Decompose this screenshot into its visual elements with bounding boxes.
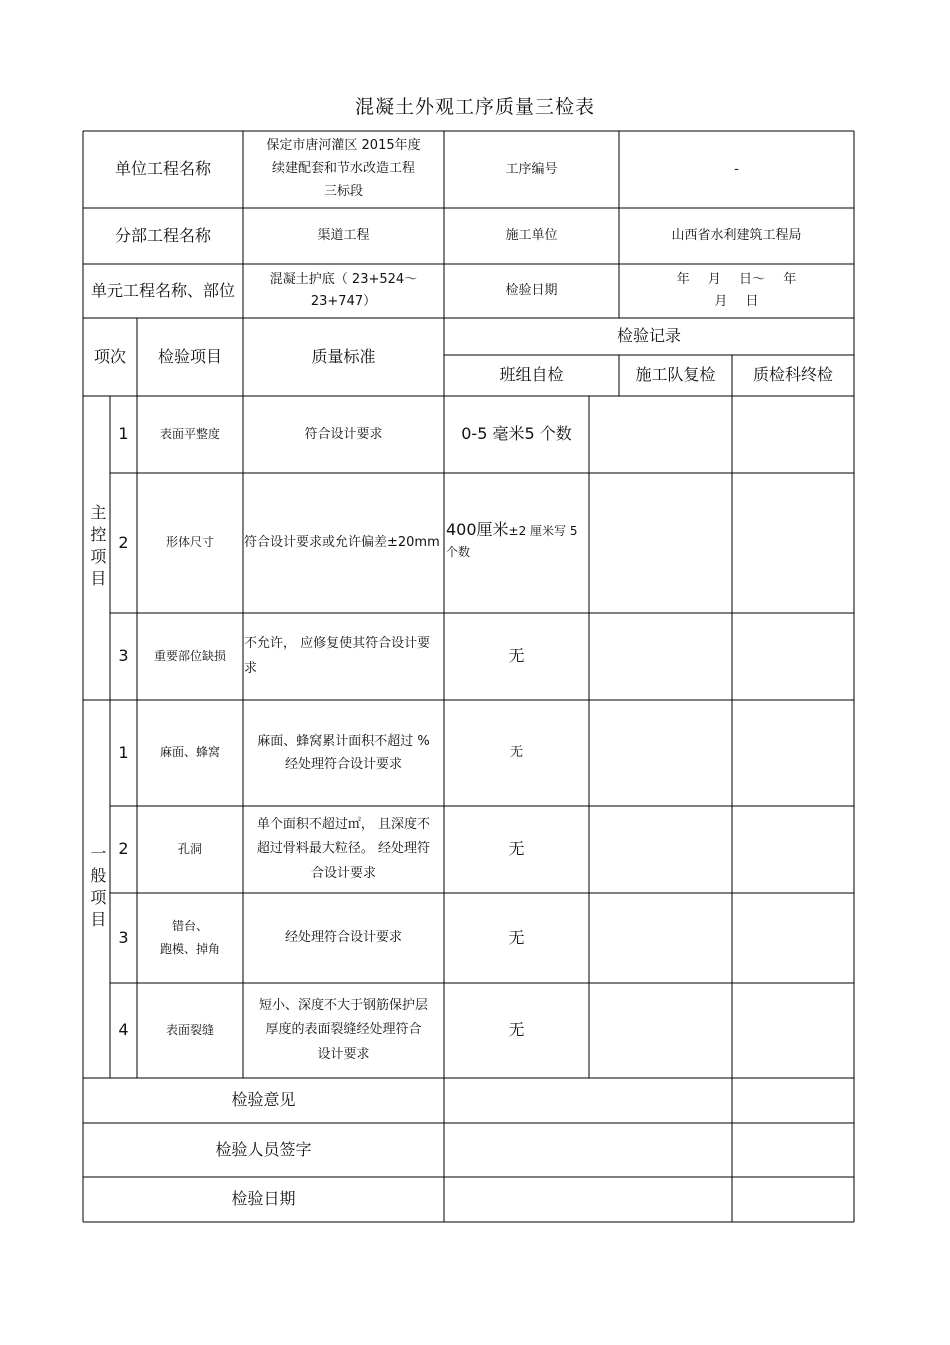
item-self-check: 无 bbox=[508, 646, 525, 666]
item-standard: 经处理符合设计要求 bbox=[284, 930, 402, 946]
standard-line: 经处理符合设计要求 bbox=[284, 757, 402, 772]
inspection-form bbox=[83, 131, 854, 1222]
col-item: 检验项目 bbox=[157, 346, 222, 366]
footer-signature-label: 检验人员签字 bbox=[215, 1139, 312, 1159]
standard-line: 单个面积不超过㎡， 且深度不 bbox=[256, 817, 431, 833]
col-standard: 质量标准 bbox=[311, 346, 376, 366]
col-team-recheck: 施工队复检 bbox=[635, 365, 716, 385]
footer-date-label: 检验日期 bbox=[231, 1189, 296, 1209]
item-name-line: 跑模、掉角 bbox=[159, 942, 220, 956]
col-record: 检验记录 bbox=[616, 326, 681, 346]
unit-project-value-line: 三标段 bbox=[323, 183, 363, 199]
inspect-date-value bbox=[619, 264, 854, 318]
item-no: 2 bbox=[118, 532, 129, 552]
item-no: 2 bbox=[118, 839, 129, 859]
item-self-check: 无 bbox=[508, 839, 525, 859]
footer-signature-field[interactable] bbox=[444, 1123, 854, 1177]
col-final-check: 质检科终检 bbox=[752, 365, 833, 385]
inspect-date-line: 年 月 日～ 年 bbox=[676, 271, 797, 287]
item-self-check: 无 bbox=[508, 927, 525, 947]
standard-line: 麻面、蜂窝累计面积不超过 % bbox=[257, 733, 430, 749]
unit-project-value bbox=[243, 131, 444, 208]
standard-line: 设计要求 bbox=[317, 1046, 370, 1062]
sub-project-label: 分部工程名称 bbox=[114, 225, 211, 245]
item-no: 3 bbox=[118, 927, 129, 947]
sub-project-value: 渠道工程 bbox=[317, 228, 370, 244]
unit-project-value-line: 保定市唐河灌区 2015年度 bbox=[266, 138, 421, 154]
item-name: 表面平整度 bbox=[159, 426, 220, 441]
item-self-check bbox=[444, 473, 589, 613]
item-standard: 符合设计要求或允许偏差±20mm bbox=[244, 534, 440, 550]
element-value-line: 混凝土护底（ 23+524～ bbox=[269, 271, 418, 287]
item-standard: 不允许， 应修复使其符合设计要求 bbox=[244, 635, 431, 676]
item-standard bbox=[243, 983, 444, 1078]
inspect-date-line: 月 日 bbox=[714, 294, 759, 309]
footer-date-field[interactable] bbox=[444, 1177, 854, 1222]
element-label: 单元工程名称、部位 bbox=[90, 280, 235, 300]
col-self-check: 班组自检 bbox=[499, 365, 564, 385]
contractor-label: 施工单位 bbox=[505, 228, 558, 244]
element-value-line: 23+747） bbox=[310, 294, 377, 309]
item-self-check: 无 bbox=[509, 745, 523, 761]
item-standard bbox=[243, 806, 444, 893]
standard-line: 合设计要求 bbox=[310, 865, 376, 881]
group-main: 主控项目 bbox=[87, 504, 107, 592]
item-name: 孔洞 bbox=[177, 841, 202, 856]
standard-line: 短小、深度不大于钢筋保护层 bbox=[258, 998, 428, 1014]
footer-opinion-field[interactable] bbox=[444, 1078, 854, 1123]
item-no: 1 bbox=[118, 424, 129, 444]
item-name: 重要部位缺损 bbox=[153, 648, 226, 663]
group-general: 一般项目 bbox=[87, 845, 107, 933]
item-self-check: 0-5 毫米5 个数 bbox=[461, 424, 572, 444]
item-name: 形体尺寸 bbox=[165, 535, 214, 550]
item-no: 1 bbox=[118, 742, 129, 762]
standard-line: 厚度的表面裂缝经处理符合 bbox=[265, 1022, 422, 1038]
inspect-date-label: 检验日期 bbox=[505, 283, 558, 299]
self-check-rest: ±2 厘米写 5个数 bbox=[446, 524, 578, 559]
col-seq: 项次 bbox=[93, 346, 126, 366]
standard-line: 超过骨料最大粒径。 经处理符 bbox=[256, 841, 431, 857]
form-title: 混凝土外观工序质量三检表 bbox=[354, 96, 595, 118]
contractor-value: 山西省水利建筑工程局 bbox=[671, 228, 802, 244]
item-no: 4 bbox=[118, 1020, 129, 1040]
item-standard bbox=[243, 700, 444, 806]
item-standard: 符合设计要求 bbox=[304, 426, 383, 442]
item-name bbox=[137, 893, 243, 983]
item-name-line: 错台、 bbox=[171, 919, 208, 934]
footer-opinion-label: 检验意见 bbox=[231, 1090, 296, 1110]
unit-project-label: 单位工程名称 bbox=[114, 159, 211, 179]
element-value bbox=[243, 264, 444, 318]
process-no-value: - bbox=[734, 161, 739, 177]
unit-project-value-line: 续建配套和节水改造工程 bbox=[271, 161, 415, 177]
process-no-label: 工序编号 bbox=[505, 161, 558, 177]
item-name: 表面裂缝 bbox=[165, 1022, 214, 1037]
self-check-main-value: 400厘米 bbox=[446, 520, 509, 539]
item-self-check: 无 bbox=[508, 1020, 525, 1040]
item-no: 3 bbox=[118, 646, 129, 666]
item-name: 麻面、蜂窝 bbox=[159, 745, 220, 760]
